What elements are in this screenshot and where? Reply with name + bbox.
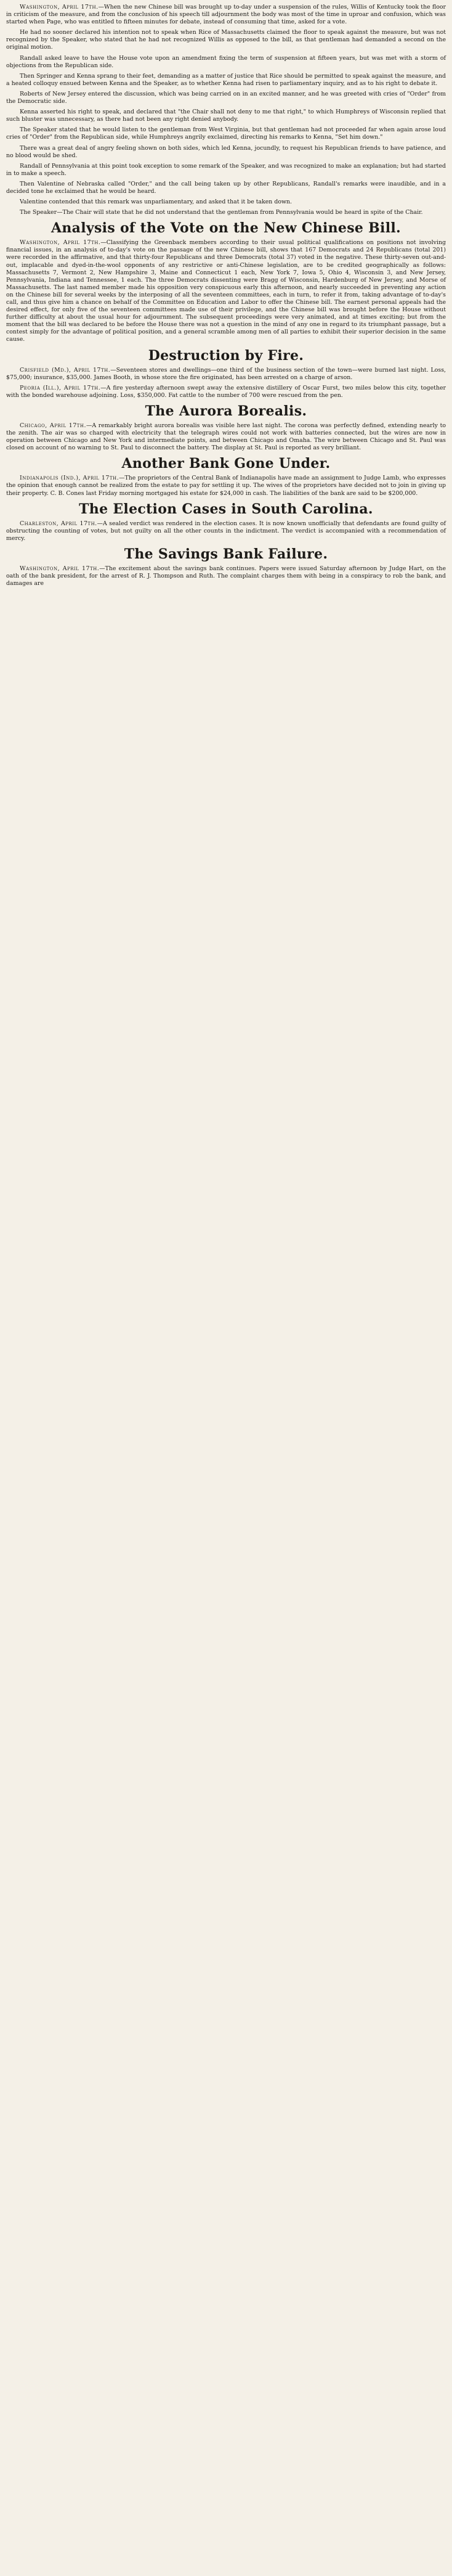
news-article	[6, 4, 446, 216]
news-article	[6, 220, 446, 343]
dateline: Chicago, April 17th.	[20, 422, 86, 429]
news-article	[6, 403, 446, 452]
paragraph-text: There was a great deal of angry feeling shown on both sides, which led Kenna, jocundly, to request his Republican friends to have patience, and no blood would be shed.	[6, 144, 446, 159]
article-paragraph	[6, 55, 446, 70]
article-paragraph	[6, 145, 446, 160]
paragraph-text: Then Springer and Kenna sprang to their feet, demanding as a matter of justice that Rice should be permitted to speak against the measure, and a heated colloquy ensued between Kenna and the Speaker, as to whether Kenna had risen to parliamentary inquiry, and as to his right to debate it.	[6, 72, 446, 87]
article-headline: Analysis of the Vote on the New Chinese Bill.	[51, 220, 401, 237]
article-headline: The Savings Bank Failure.	[124, 546, 328, 562]
dateline: Peoria (Ill.), April 17th.	[20, 384, 101, 391]
paragraph-text: —When the new Chinese bill was brought up to-day under a suspension of the rules, Willis of Kentucky took the floor in criticism of the measure, and from the conclusion of his speech till adjournment the body was most of the time in uproar and confusion, which was started when Page, who was entitled to fifteen minutes for debate, instead of consuming that time, asked for a vote.	[6, 4, 446, 26]
article-paragraph	[6, 209, 446, 216]
paragraph-text: Then Valentine of Nebraska called "Order," and the call being taken up by other Republicans, Randall's remarks were inaudible, and in a decided tone he exclaimed that he would be heard.	[6, 180, 446, 195]
article-paragraph	[6, 475, 446, 497]
article-paragraph	[6, 4, 446, 26]
article-paragraph	[6, 239, 446, 343]
news-article	[6, 501, 446, 542]
news-article	[6, 456, 446, 497]
article-headline: Another Bank Gone Under.	[121, 456, 331, 472]
paragraph-text: He had no sooner declared his intention not to speak when Rice of Massachusetts claimed the floor to speak against the measure, but was not recognized by the Speaker, who stated that he had not recognized Willis as opposed to the bill, as that gentleman had demanded a second on the original motion.	[6, 29, 446, 51]
paragraph-text: —Classifying the Greenback members according to their usual political qualifications on positions not involving financial issues, in an analysis of to-day's vote on the passage of the new Chinese bill, shows that 167 Democrats and 24 Republicans (total 201) were recorded in the affirmative, and that thirty-four Republicans and three Democrats (total 37) voted in the negative. These thirty-seven out-and-out, implacable and dyed-in-the-wool opponents of any restrictive or anti-Chinese legislation, are to be credited geographically as follows: Massachusetts 7, Vermont 2, New Hampshire 3, Maine and Connecticut 1 each, New York 7, Iowa 5, Ohio 4, Wisconsin 3, and New Jersey, Pennsylvania, Indiana and Tennessee, 1 each. The three Democrats dissenting were Bragg of Wisconsin, Hardenburg of New Jersey, and Morse of Massachusetts. The last named member made his opposition very conspicuous early this afternoon, and nearly succeeded in preventing any action on the Chinese bill for several weeks by the interposing of all the seventeen committees, each in turn, to refer it from, taking advantage of to-day's call, and thus give him a chance on behalf of the Committee on Education and Labor to offer the Chinese bill. The earnest personal appeals had the desired effect, for only five of the seventeen committees made use of their privilege, and the Chinese bill was brought before the House without further difficulty at about the usual hour for adjournment. The subsequent proceedings were very animated, and at times exciting; but from the moment that the bill was declared to be before the House there was not a question in the mind of any one in regard to its triumphant passage, but a contest simply for the advantage of political position, and a general scramble among men of all parties to exhibit their superior decision in the same cause.	[6, 239, 446, 343]
paragraph-text: Randall of Pennsylvania at this point took exception to some remark of the Speaker, and was recognized to make an explanation; but had started in to make a speech.	[6, 162, 446, 177]
article-paragraph	[6, 565, 446, 587]
dateline: Charleston, April 17th.	[20, 520, 97, 527]
article-paragraph	[6, 181, 446, 195]
article-paragraph	[6, 422, 446, 452]
article-paragraph	[6, 91, 446, 105]
dateline: Crisfield (Md.), April 17th.	[20, 366, 111, 374]
article-paragraph	[6, 73, 446, 88]
news-article	[6, 348, 446, 399]
article-headline: Destruction by Fire.	[148, 347, 304, 364]
paragraph-text: —A sealed verdict was rendered in the election cases. It is now known unofficially that defendants are found guilty of obstructing the counting of votes, but not guilty on all the other counts in the indictment. The verdict is accompanied with a recommendation of mercy.	[6, 520, 446, 542]
article-paragraph	[6, 367, 446, 382]
paragraph-text: Kenna asserted his right to speak, and declared that "the Chair shall not deny to me that right," to which Humphreys of Wisconsin replied that such bluster was unnecessary, as there had not been any right denied anybody.	[6, 108, 446, 123]
dateline: Washington, April 17th.	[20, 239, 101, 247]
dateline: Washington, April 17th.	[20, 4, 99, 10]
article-paragraph	[6, 29, 446, 51]
paragraph-text: Valentine contended that this remark was unparliamentary, and asked that it be taken down.	[20, 198, 293, 206]
article-paragraph	[6, 520, 446, 542]
paragraph-text: —The proprietors of the Central Bank of Indianapolis have made an assignment to Judge Lamb, who expresses the opinion that enough cannot be realized from the estate to pay for settling it up. The wives of the proprietors have decided not to join in giving up their property. C. B. Cones last Friday morning mortgaged his estate for $24,000 in cash. The liabilities of the bank are said to be $200,000.	[6, 475, 446, 497]
paragraph-text: —Seventeen stores and dwellings—one third of the business section of the town—were burned last night. Loss, $75,000; insurance, $35,000. James Booth, in whose store the fire originated, has been arrested on a charge of arson.	[6, 366, 446, 381]
paragraph-text: —A fire yesterday afternoon swept away the extensive distillery of Oscar Furst, two miles below this city, together with the bonded warehouse adjoining. Loss, $350,000. Fat cattle to the number of 700 were rescued from the pen.	[6, 384, 446, 399]
article-paragraph	[6, 108, 446, 123]
article-headline: The Election Cases in South Carolina.	[79, 501, 373, 517]
paragraph-text: Roberts of New Jersey entered the discussion, which was being carried on in an excited manner, and he was greeted with cries of "Order" from the Democratic side.	[6, 90, 446, 105]
news-article	[6, 546, 446, 587]
paragraph-text: The Speaker—The Chair will state that he did not understand that the gentleman from Pennsylvania would be heard in spite of the Chair.	[20, 209, 423, 216]
paragraph-text: —A remarkably bright aurora borealis was visible here last night. The corona was perfectly defined, extending nearly to the zenith. The air was so charged with electricity that the telegraph wires could not work with batteries connected, but the wires are now in operation between Chicago and New York and intermediate points, and between Chicago and Omaha. The wire between Chicago and St. Paul was closed on account of no warning to St. Paul to disconnect the battery. The display at St. Paul is reported as very brilliant.	[6, 422, 446, 452]
paragraph-text: Randall asked leave to have the House vote upon an amendment fixing the term of suspension at fifteen years, but was met with a storm of objections from the Republican side.	[6, 54, 446, 69]
article-headline: The Aurora Borealis.	[145, 403, 307, 419]
article-paragraph	[6, 126, 446, 141]
article-paragraph	[6, 198, 446, 206]
article-paragraph	[6, 385, 446, 399]
dateline: Washington, April 17th.	[20, 565, 100, 572]
article-paragraph	[6, 163, 446, 178]
paragraph-text: —The excitement about the savings bank continues. Papers were issued Saturday afternoon by Judge Hart, on the oath of the bank president, for the arrest of R. J. Thompson and Ruth. The complaint charges them with being in a conspiracy to rob the bank, and damages are	[6, 565, 446, 587]
dateline: Indianapolis (Ind.), April 17th.	[20, 475, 119, 482]
paragraph-text: The Speaker stated that he would listen to the gentleman from West Virginia, but that gentleman had not proceeded far when again arose loud cries of "Order" from the Republican side, while Humphreys angrily exclaimed, directing his remarks to Kenna, "Set him down."	[6, 126, 446, 141]
